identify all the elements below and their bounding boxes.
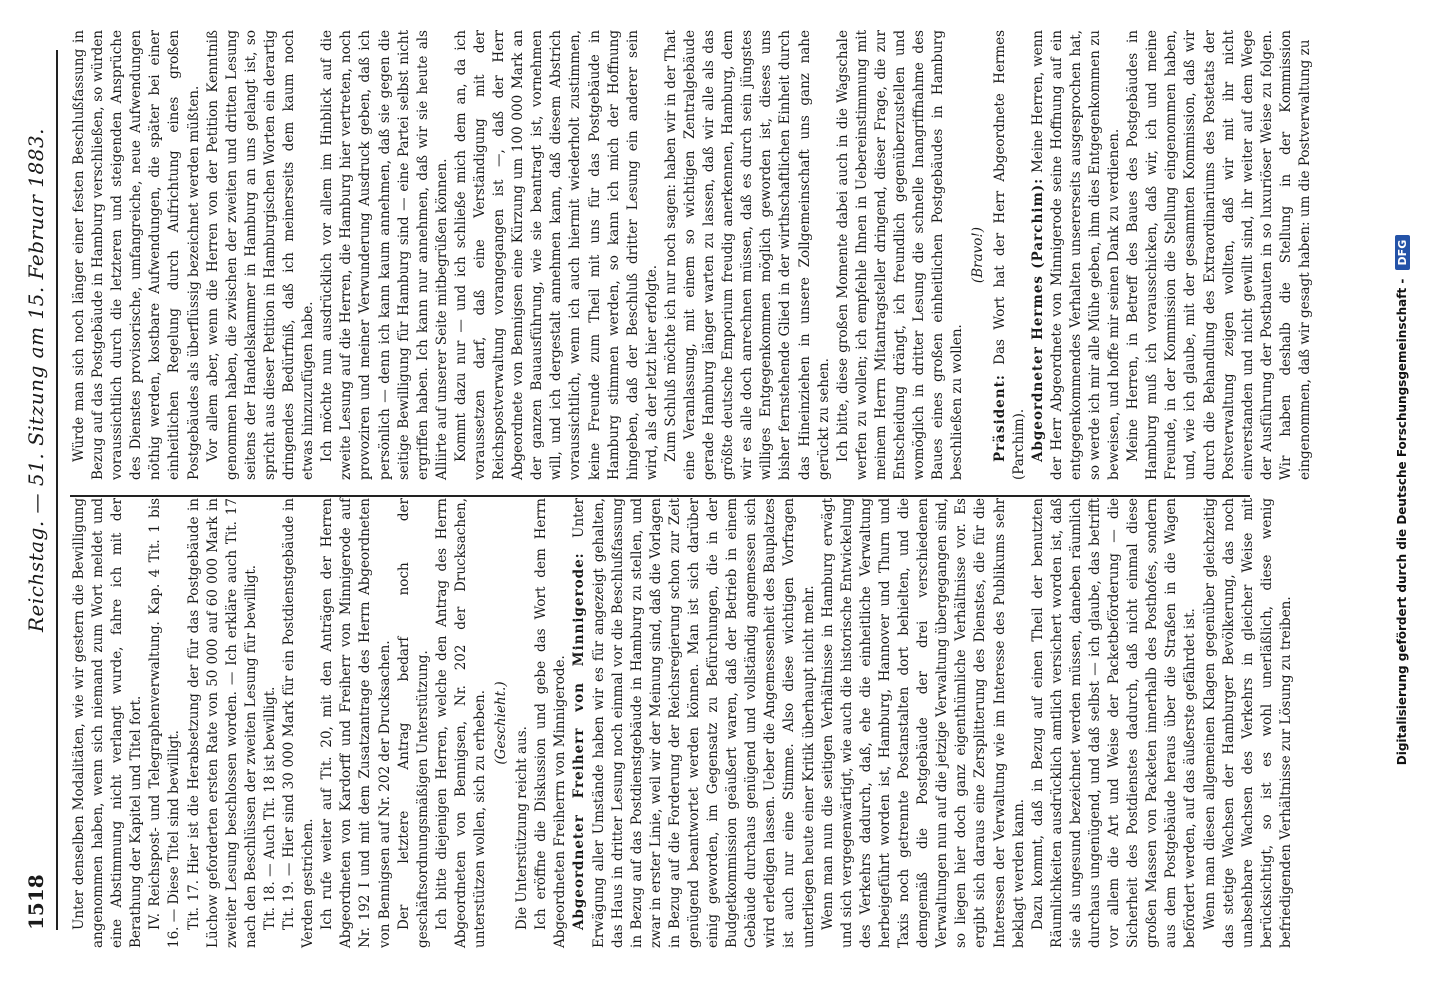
paragraph-text: Zum Schluß möchte ich nur noch sagen: haben wir in der That eine Veranlassung, mit einem so wichtigen Zentralgebäude gerade Hamburg länger warten zu lassen, daß wir alle als das größte deutsche Emporium freudig anerkennen, Hamburg, dem wir es alle doch anrechnen müssen, daß es durch sein jüngstes williges Entgegenkommen möglich geworden ist, dieses uns bisher fernstehende Glied in der wirthschaftlichen Einheit durch das Hineinziehen in unsere Zollgemeinschaft uns ganz nahe gerückt zu sehen. xyxy=(662,30,832,480)
paragraph-text: Dazu kommt, daß in Bezug auf einen Theil der benutzten Räumlichkeiten ausdrücklich amtlich versichert worden ist, daß sie als ungesund bezeichnet werden müssen, daneben räumlich durchaus ungenügend, und daß selbst — ich glaube, das betrifft vor allem die Art und Weise der Packetbeförderung — die Sicherheit des Postdienstes dadurch, daß nicht einmal diese großen Massen von Packeten innerhalb des Posthofes, sondern aus dem Postgebäude heraus über die Straßen in die Wagen befördert werden, auf das äußerste gefährdet ist. xyxy=(1029,498,1199,948)
paragraph-text: Ich eröffne die Diskussion und gebe das Wort dem Herrn Abgeordneten Freiherrn von Minnigerode. xyxy=(533,498,569,948)
paragraph-text: Unter Erwägung aller Umstände haben wir es für angezeigt gehalten, das Haus in dritter Lesung noch einmal vor die Beschlußfassung in Bezug auf das Postdienstgebäude in Hamburg zu stellen, und zwar in erster Linie, weil wir der Meinung sind, daß die Vorlagen in Bezug auf die Forderung der Reichsregierung schon zur Zeit genügend beantwortet werden können. Man ist sich darüber einig geworden, im Gegensatz zu Befürchungen, die in der Budgetkommission geäußert waren, daß der Betrieb in einem Gebäude durchaus genügend und vollständig angemessen sich wird erledigen lassen. Ueber die Angemessenheit des Bauplatzes ist auch nur eine Stimme. Also diese wichtigen Vorfragen unterliegen heute einer Kritik überhaupt nicht mehr. xyxy=(571,497,817,948)
paragraph-text: Meine Herren, wenn der Herr Abgeordnete von Minnigerode seine Hoffnung auf ein entgegenkommendes Verhalten unsererseits ausgesprochen hat, so werde ich mir alle Mühe geben, ihm dies Entgegenkommen zu beweisen, und hoffe mir seinen Dank zu verdienen. xyxy=(1029,29,1123,480)
page-number: 1518 xyxy=(24,874,48,930)
paragraph-text: Ich bitte, diese großen Momente dabei auch in die Wagschale werfen zu wollen; ich empfehle Ihnen in Uebereinstimmung mit meinem Herrn Mitantragsteller dringend, dieser Frage, die zur Entscheidung drängt, ich freundlich gegenüberzustellen und womöglich in dritter Lesung die schnelle Inangriffnahme des Baues eines großen einheitlichen Postgebäudes in Hamburg beschließen zu wollen. xyxy=(834,30,966,480)
footer-text: Digitalisierung gefördert durch die Deutsche Forschungsgemeinschaft - xyxy=(1395,278,1409,766)
paragraph xyxy=(513,498,532,948)
paragraph xyxy=(261,498,280,948)
paragraph xyxy=(1201,498,1296,948)
paragraph xyxy=(185,498,261,948)
paragraph-text: (Bravo!) xyxy=(970,226,987,284)
column-divider xyxy=(70,495,1250,497)
paragraph-text: Unter denselben Modalitäten, wie wir gestern die Bewilligung angenommen haben, wenn sich niemand zum Wort meldet und eine Abstimmung nicht verlangt wurde, fahre ich mit der Berathung der Kapitel und Titel fort. xyxy=(71,498,145,948)
paragraph xyxy=(318,30,452,480)
paragraph xyxy=(570,498,818,948)
paragraph xyxy=(991,30,1029,480)
paragraph xyxy=(662,30,834,480)
speaker-name: Abgeordneter Hermes (Parchim): xyxy=(1029,177,1046,462)
paragraph xyxy=(532,498,570,948)
paragraph xyxy=(70,30,204,480)
paragraph xyxy=(395,498,433,948)
paragraph-text: Der letztere Antrag bedarf noch der geschäftsordnungsmäßigen Unterstützung. xyxy=(395,498,431,948)
paragraph xyxy=(318,498,394,948)
paragraph-text: Vor allem aber, wenn die Herren von der Petition Kenntniß genommen haben, die zwischen der zweiten und dritten Lesung seitens der Handelskammer in Hamburg an uns gelangt ist, so spricht aus dieser Petition in Hamburgischen Worten ein derartig dringendes Bedürfniß, daß ich meinerseits dem kaum noch etwas hinzuzufügen habe. xyxy=(204,30,317,480)
speaker-name: Abgeordneter Freiherr von Minnigerode: xyxy=(571,552,588,930)
paragraph-text: Meine Herren, in Betreff des Baues des Postgebäudes in Hamburg muß ich vorausschicken, daß wir, ich und meine Freunde, in der Kommission die Stellung eingenommen haben, und, wie ich glaube, mit der gesammten Kommission, daß wir durch die Behandlung des Extraordinariums des Postetats der Postverwaltung zeigen wollten, daß wir mit ihr nicht einverstanden und nicht gewillt sind, ihr weiter auf dem Wege der Ausführung der Postbauten in so luxuriöser Weise zu folgen. Wir haben deshalb die Stellung in der Kommission eingenommen, daß wir gesagt haben: um die Postverwaltung zu xyxy=(1125,30,1313,480)
stage-direction xyxy=(969,30,988,480)
paragraph xyxy=(280,498,318,948)
paragraph-text: (Geschieht.) xyxy=(493,681,510,765)
paragraph-text: Ich möchte nun ausdrücklich vor allem im Hinblick auf die zweite Lesung auf die Herren, die Hamburg hier vertreten, noch provoziren und meiner Verwunderung Ausdruck geben, daß ich persönlich — denn ich kann kaum annehmen, daß sie gegen die seitige Bewilligung für Hamburg sind — eine Partei selbst nicht ergriffen haben. Ich kann nur annehmen, daß wir sie heute als Alliirte auf unserer Seite mitbegrüßen können. xyxy=(319,30,450,480)
paragraph xyxy=(70,498,146,948)
paragraph-text: Die Unterstützung reicht aus. xyxy=(514,726,531,930)
paragraph xyxy=(1029,498,1201,948)
paragraph xyxy=(834,30,968,480)
paragraph-text: Wenn man nun die seitigen Verhältnisse in Hamburg erwägt und sich vergegenwärtigt, wie auch die historische Entwickelung des Verkehrs dadurch, daß, ehe die einheitliche Verwaltung herbeigeführt worden ist, Hamburg, Hannover und Thurn und Taxis noch getrennte Postanstalten dort behielten, und die demgemäß die Postgebäude der drei verschiedenen Verwaltungen nun auf die jetzige Verwaltung übergegangen sind, so liegen hier doch ganz eigenthümliche Verhältnisse vor. Es ergibt sich daraus eine Zersplitterung des Dienstes, die für die Interessen der Verwaltung wie im Interesse des Publikums sehr beklagt werden kann. xyxy=(819,498,1027,948)
paragraph xyxy=(204,30,319,480)
right-column xyxy=(70,29,1313,480)
paragraph-text: Wenn man diesen allgemeinen Klagen gegenüber gleichzeitig das stetige Wachsen der Hamburger Bevölkerung, das noch unabsehbare Wachsen des Verkehrs in gleicher Weise mit berücksichtigt, so ist es wohl unerläßlich, diese wenig befriedigenden Verhältnisse zur Lösung zu treiben. xyxy=(1201,498,1294,948)
running-title: Reichstag. — 51. Sitzung am 15. Februar 1883. xyxy=(24,127,48,633)
paragraph-text: Das Wort hat der Herr Abgeordnete Hermes (Parchim). xyxy=(991,29,1027,480)
digitization-footer xyxy=(1395,0,1425,1000)
paragraph-text: Kommt dazu nur — und ich schließe mich dem an, da ich voraussetzen darf, daß eine Verständigung mit der Reichspostverwaltung vorangegangen ist —, daß der Herr Abgeordnete von Bennigsen eine Kürzung um 100 000 Mark an der ganzen Bauausführung, wie sie beantragt ist, vornehmen will, und ich dergestalt annehmen kann, daß diesem Abstrich voraussichtlich, wenn ich auch hiermit wiederholt zustimmen, keine Freunde zum Theil mit uns für das Postgebäude in Hamburg stimmen werden, so kann ich mich der Hoffnung hingeben, daß der Beschluß dritter Lesung ein anderer sein wird, als der letzt hier erfolgte. xyxy=(452,30,660,480)
paragraph xyxy=(819,498,1029,948)
paragraph xyxy=(146,498,184,948)
stage-direction xyxy=(492,498,511,948)
paragraph-text: Tit. 18. — Auch Tit. 18 ist bewilligt. xyxy=(261,686,278,930)
paragraph-text: Ich bitte diejenigen Herren, welche den Antrag des Herrn Abgeordneten von Bennigsen, Nr. 202 der Drucksachen, unterstützen wollen, sich zu erheben. xyxy=(433,498,488,948)
speaker-name: Präsident: xyxy=(991,374,1008,462)
paragraph-text: Ich rufe weiter auf Tit. 20, mit den Anträgen der Herren Abgeordneten von Kardorff und Freiherr von Minnigerode auf Nr. 192 I und mit dem Zusatzantrage des Herrn Abgeordneten von Bennigsen auf Nr. 202 der Drucksachen. xyxy=(319,498,393,948)
paragraph xyxy=(452,30,662,480)
paragraph-text: Würde man sich noch länger einer festen Beschlußfassung in Bezug auf das Postgebäude in Hamburg verschließen, so würden voraussichtlich durch die letzteren und steigenden Ansprüche des Dienstes provisorische, umfangreiche, neue Aufwendungen nöthig werden, kostbare Aufwendungen, die später bei einer einheitlichen Regelung durch Aufrichtung eines großen Postgebäudes als überflüssig bezeichnet werden müßten. xyxy=(71,30,202,480)
paragraph-text: IV. Reichspost- und Telegraphenverwaltung. Kap. 4 Tit. 1 bis 16. — Diese Titel sind bewilligt. xyxy=(147,498,183,948)
paragraph xyxy=(433,498,490,948)
paragraph-text: Tit. 17. Hier ist die Herabsetzung der für das Postgebäude in Lüchow geforderten ersten Rate von 50 000 auf 60 000 Mark in zweiter Lesung beschlossen worden. — Ich erkläre auch Tit. 17 nach den Beschlüssen der zweiten Lesung für bewilligt. xyxy=(185,498,259,948)
left-column xyxy=(70,497,1294,948)
paragraph xyxy=(1124,30,1315,480)
paragraph xyxy=(1029,30,1124,480)
page-header xyxy=(16,50,58,930)
paragraph-text: Tit. 19. — Hier sind 30 000 Mark für ein Postdienstgebäude in Verden gestrichen. xyxy=(281,498,317,948)
dfg-logo: DFG xyxy=(1395,235,1410,271)
